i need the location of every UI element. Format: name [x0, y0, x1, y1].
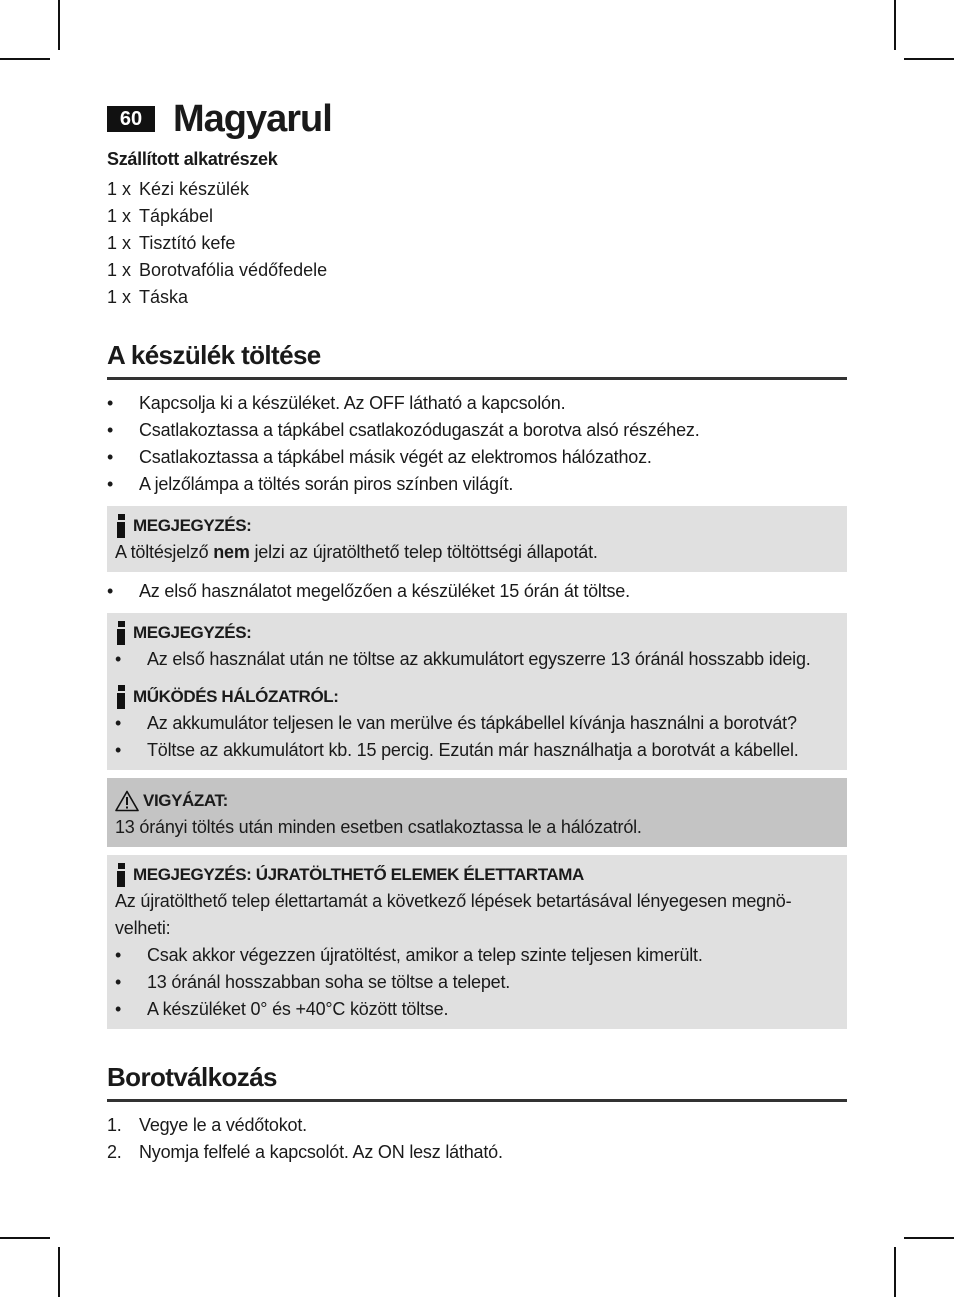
note-list: [115, 710, 839, 764]
list-item: [107, 1139, 847, 1166]
step-number: 1.: [107, 1115, 122, 1135]
crop-mark: [58, 0, 60, 50]
list-item: [107, 176, 847, 203]
list-item: • Csak akkor végezzen újratöltést, amikor a telep szinte teljesen kimerült.: [115, 942, 839, 969]
list-item: • Az akkumulátor teljesen le van merülve és tápkábellel kívánja használni a borotvát?: [115, 710, 839, 737]
part-qty: 1 x: [107, 206, 132, 226]
crop-mark: [894, 1247, 896, 1297]
list-item: [107, 1112, 847, 1139]
note-text: [115, 539, 839, 566]
part-qty: 1 x: [107, 287, 132, 307]
warning-text: 13 órányi töltés után minden esetben csatlakoztassa le a hálózatról.: [115, 817, 642, 837]
info-icon: [115, 685, 127, 709]
list-item: • Az első használat után ne töltse az akkumulátort egyszerre 13 óránál hosszabb ideig.: [115, 646, 839, 673]
info-icon: [115, 514, 127, 538]
page-header: [107, 96, 847, 142]
note-label: MEGJEGYZÉS:: [133, 516, 252, 535]
part-name: Tisztító kefe: [139, 233, 236, 253]
info-icon: [115, 621, 127, 645]
note-text-part: A töltésjelző: [115, 542, 214, 562]
note-text-emphasis: nem: [213, 542, 250, 562]
list-item: • Töltse az akkumulátort kb. 15 percig. Ezután már használhatja a borotvát a kábellel.: [115, 737, 839, 764]
note-heading: [115, 683, 839, 710]
list-item: • 13 óránál hosszabban soha se töltse a telepet.: [115, 969, 839, 996]
note-list: [115, 942, 839, 1023]
warning-label: VIGYÁZAT:: [143, 791, 228, 810]
crop-mark: [58, 1247, 60, 1297]
charging-steps: [107, 390, 847, 498]
page-content: [107, 96, 847, 1166]
section-title-shaving: Borotválkozás: [107, 1061, 847, 1102]
shaving-steps: [107, 1112, 847, 1166]
parts-list: [107, 176, 847, 311]
list-item: • Csatlakoztassa a tápkábel másik végét az elektromos hálózathoz.: [107, 444, 847, 471]
page-number: 60: [107, 106, 155, 132]
section-title-charging: A készülék töltése: [107, 339, 847, 380]
crop-mark: [904, 58, 954, 60]
list-item: • Kapcsolja ki a készüléket. Az OFF látható a kapcsolón.: [107, 390, 847, 417]
part-name: Táska: [139, 287, 189, 307]
language-title: Magyarul: [173, 97, 332, 140]
crop-mark: [0, 58, 50, 60]
list-item: • A jelzőlámpa a töltés során piros színben világít.: [107, 471, 847, 498]
first-use-list: [107, 578, 847, 605]
part-name: Tápkábel: [139, 206, 214, 226]
crop-mark: [904, 1237, 954, 1239]
note-text-part: jelzi az újratölthető telep töltöttségi állapotát.: [249, 542, 598, 562]
list-item: • Az első használatot megelőzően a készüléket 15 órán át töltse.: [107, 578, 847, 605]
list-item: [107, 203, 847, 230]
step-number: 2.: [107, 1142, 122, 1162]
note-heading: [115, 619, 839, 646]
step-text: Nyomja felfelé a kapcsolót. Az ON lesz látható.: [139, 1142, 503, 1162]
part-qty: 1 x: [107, 260, 132, 280]
note-box: [107, 613, 847, 770]
parts-heading: Szállított alkatrészek: [107, 149, 278, 169]
note-label: MEGJEGYZÉS:: [133, 623, 252, 642]
note-list: [115, 646, 839, 673]
list-item: • Csatlakoztassa a tápkábel csatlakozódugaszát a borotva alsó részéhez.: [107, 417, 847, 444]
part-name: Borotvafólia védőfedele: [139, 260, 328, 280]
part-qty: 1 x: [107, 179, 132, 199]
info-icon: [115, 863, 127, 887]
note-label: MEGJEGYZÉS: ÚJRATÖLTHETŐ ELEMEK ÉLETTARTAMA: [133, 865, 584, 884]
note-heading: [115, 861, 839, 888]
note-box: [107, 855, 847, 1029]
part-name: Kézi készülék: [139, 179, 250, 199]
list-item: [107, 257, 847, 284]
step-text: Vegye le a védőtokot.: [139, 1115, 307, 1135]
note-box: [107, 506, 847, 572]
list-item: [107, 284, 847, 311]
note-heading: [115, 512, 839, 539]
list-item: • A készüléket 0° és +40°C között töltse.: [115, 996, 839, 1023]
list-item: [107, 230, 847, 257]
warning-box: [107, 778, 847, 847]
part-qty: 1 x: [107, 233, 132, 253]
crop-mark: [0, 1237, 50, 1239]
crop-mark: [894, 0, 896, 50]
note-label: MŰKÖDÉS HÁLÓZATRÓL:: [133, 687, 339, 706]
warning-heading: [115, 787, 839, 814]
note-text: Az újratölthető telep élettartamát a következő lépések betartásával lényegesen megnö-velheti:: [115, 891, 792, 938]
warning-triangle-icon: [115, 790, 139, 812]
